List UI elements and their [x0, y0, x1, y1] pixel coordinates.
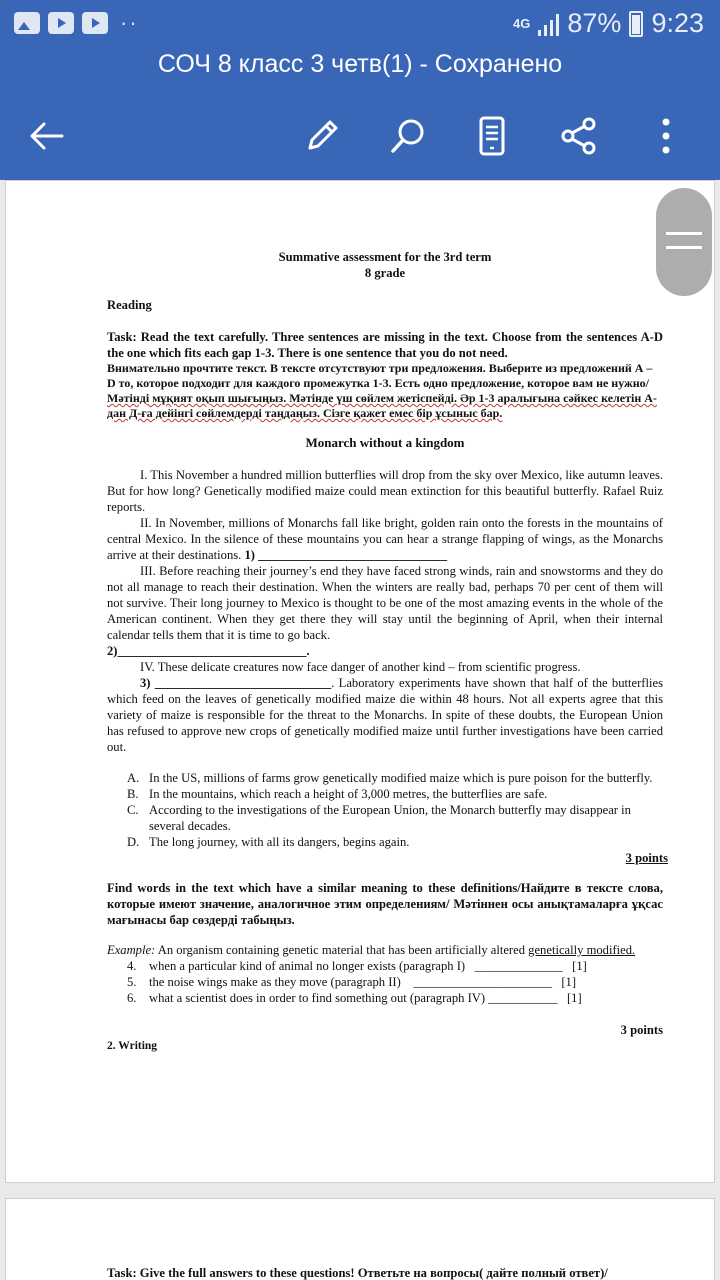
- section-writing: 2. Writing: [107, 1040, 158, 1052]
- definition-4: 4. when a particular kind of animal no longer exists (paragraph I) ______________ [1]: [127, 959, 587, 973]
- gap-3: 3) ____________________________: [140, 676, 332, 690]
- battery-percent: 87%: [567, 8, 622, 38]
- document-page-2[interactable]: [5, 1198, 715, 1280]
- definition-6: 6. what a scientist does in order to find something out (paragraph IV) ___________ [1]: [127, 991, 582, 1005]
- share-button[interactable]: [551, 108, 607, 164]
- definition-5: 5. the noise wings make as they move (paragraph II) ______________________ [1]: [127, 975, 577, 989]
- option-d: D. The long journey, with all its dangers, begins again.: [127, 835, 410, 849]
- paragraph-1: I. This November a hundred million butterflies will drop from the sky over Mexico, like autumn leaves. But for how long? Genetically modified maize could mean extinction for this beautiful butterfly. Rafael Ruiz reports.: [107, 468, 663, 514]
- task-2: Find words in the text which have a similar meaning to these definitions/Найдите в тексте слова, которые имеют значение, аналогичное этим определениям/ Мәтіннен осы анықтамаларға ұқсас мағынасы бар сөздерді табыңыз.: [107, 881, 663, 927]
- section-reading: Reading: [107, 298, 152, 312]
- youtube-notification-icon: [48, 12, 74, 34]
- gap-2: 2)______________________________.: [107, 644, 310, 658]
- option-c: C. According to the investigations of the European Union, the Monarch butterfly may disappear in several decades.: [127, 803, 631, 833]
- story-title: Monarch without a kingdom: [305, 435, 465, 450]
- network-type: 4G: [513, 15, 531, 31]
- toolbar: [0, 100, 720, 170]
- definitions-list: [127, 958, 663, 1006]
- page-2-task: Task: Give the full answers to these questions! Ответьте на вопросы( дайте полный ответ)/: [107, 1266, 608, 1280]
- paragraph-4b-text: . Laboratory experiments have shown that half of the butterflies which feed on the leaves of genetically modified maize die within 48 hours. Not all experts agree that this variety of maize is responsible for the threat to the Monarchs. In spite of these doubts, the European Union has refused to approve new crops of genetically modified maize until further investigations have been carried out.: [107, 676, 663, 754]
- back-button[interactable]: [18, 108, 74, 164]
- gap-1: 1) ______________________________: [244, 548, 447, 562]
- search-button[interactable]: [380, 108, 436, 164]
- example-label: Example:: [107, 943, 156, 957]
- example: Example: An organism containing genetic material that has been artificially altered genetically modified.: [107, 943, 636, 957]
- document-page-1[interactable]: [5, 180, 715, 1183]
- gallery-notification-icon: [14, 12, 40, 34]
- options-list: [127, 770, 663, 850]
- share-icon: [559, 116, 599, 156]
- signal-icon: [538, 12, 559, 36]
- document-title: СОЧ 8 класс 3 четв(1) - Сохранено: [157, 50, 563, 78]
- app-bar: [0, 0, 720, 180]
- example-answer: genetically modified.: [528, 943, 636, 957]
- task-kazakh: Мәтінді мұқият оқып шығыңыз. Мәтінде үш сөйлем жетіспейді. Әр 1-3 аралығына сәйкес келетін А-дан Д-ға дейінгі сөйлемдерді таңдаңыз. Сізге қажет емес бір ұсыныс бар.: [107, 391, 657, 420]
- edit-pencil-icon: [302, 116, 342, 156]
- grade-title: 8 grade: [364, 266, 406, 280]
- more-vert-icon: [660, 116, 672, 156]
- assessment-title: Summative assessment for the 3rd term: [278, 250, 492, 264]
- paragraph-3: III. Before reaching their journey’s end they have faced strong winds, rain and snowstorms and they do not all manage to reach their destination. When the winters are really bad, perhaps 70 per cent of them will not survive. Their long journey to Mexico is thought to be one of the most amazing events in the whole of the American continent. When they get there they will stay until the beginning of April, when their internal calendar tells them that it is time to go back.: [107, 564, 663, 642]
- paragraph-4b: [107, 675, 663, 755]
- search-icon: [388, 116, 428, 156]
- document-content: [107, 249, 668, 1054]
- mobile-view-icon: [477, 116, 507, 156]
- clock: 9:23: [651, 8, 704, 38]
- more-notifications-icon: ··: [120, 10, 139, 35]
- paragraph-2: [107, 515, 663, 563]
- scroll-handle[interactable]: [656, 188, 712, 296]
- option-b: B. In the mountains, which reach a height of 3,000 metres, the butterflies are safe.: [127, 787, 548, 801]
- option-a: A. In the US, millions of farms grow genetically modified maize which is pure poison for the butterfly.: [127, 771, 653, 785]
- youtube-notification-icon-2: [82, 12, 108, 34]
- mobile-view-button[interactable]: [464, 108, 520, 164]
- paragraph-4: IV. These delicate creatures now face danger of another kind – from scientific progress.: [140, 660, 581, 674]
- points-2: 3 points: [620, 1023, 663, 1037]
- task-english: Task: Read the text carefully. Three sentences are missing in the text. Choose from the sentences A-D the one which fits each gap 1-3. There is one sentence that you do not need.: [107, 330, 663, 360]
- paragraph-2-text: II. In November, millions of Monarchs fall like bright, golden rain onto the forests in the mountains of central Mexico. In the silence of these mountains you can hear a strange flapping of wings, as the Monarchs arrive at their destinations.: [107, 516, 663, 562]
- task-russian: Внимательно прочтите текст. В тексте отсутствуют три предложения. Выберите из предложений А – D то, которое подходит для каждого промежутка 1-3. Есть одно предложение, которое вам не нужно/: [107, 361, 653, 390]
- more-options-button[interactable]: [638, 108, 694, 164]
- battery-icon: [629, 11, 643, 37]
- edit-button[interactable]: [294, 108, 350, 164]
- task-russian-kazakh: [107, 361, 663, 421]
- points-1: 3 points: [625, 851, 668, 865]
- back-arrow-icon: [26, 120, 66, 152]
- status-bar: [0, 0, 720, 48]
